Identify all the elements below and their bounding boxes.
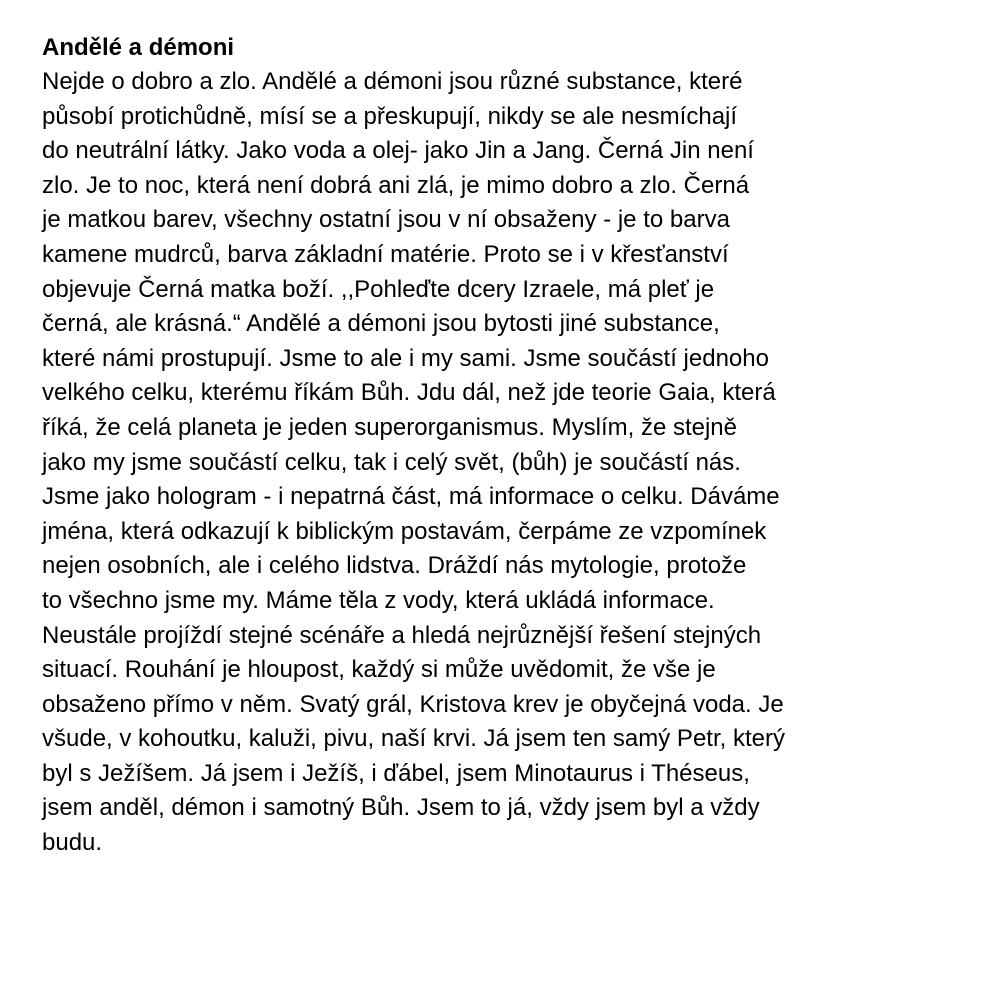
document-body [42,65,982,861]
document-page [42,31,982,861]
text-line: nejen osobních, ale i celého lidstva. Dráždí nás mytologie, protože [42,552,747,580]
text-line: jména, která odkazují k biblickým postavám, čerpáme ze vzpomínek [42,517,767,545]
text-line: všude, v kohoutku, kaluži, pivu, naší krvi. Já jsem ten samý Petr, který [42,725,785,753]
text-line: kamene mudrců, barva základní matérie. Proto se i v křesťanství [42,240,729,268]
text-line: obsaženo přímo v něm. Svatý grál, Kristova krev je obyčejná voda. Je [42,690,784,718]
text-line: situací. Rouhání je hloupost, každý si může uvědomit, že vše je [42,656,716,684]
text-line: velkého celku, kterému říkám Bůh. Jdu dál, než jde teorie Gaia, která [42,379,776,407]
document-title: Andělé a démoni [42,34,235,61]
text-line: zlo. Je to noc, která není dobrá ani zlá, je mimo dobro a zlo. Černá [42,171,750,199]
text-line: říká, že celá planeta je jeden superorganismus. Myslím, že stejně [42,413,738,441]
text-line: černá, ale krásná.“ Andělé a démoni jsou bytosti jiné substance, [42,310,720,338]
text-line: byl s Ježíšem. Já jsem i Ježíš, i ďábel, jsem Minotaurus i Théseus, [42,759,750,787]
text-line: Neustále projíždí stejné scénáře a hledá nejrůznější řešení stejných [42,621,762,649]
text-line: do neutrální látky. Jako voda a olej- jako Jin a Jang. Černá Jin není [42,137,754,165]
text-line: je matkou barev, všechny ostatní jsou v ní obsaženy - je to barva [42,206,730,234]
text-line: které námi prostupují. Jsme to ale i my sami. Jsme součástí jednoho [42,344,769,372]
text-line: Jsme jako hologram - i nepatrná část, má informace o celku. Dáváme [42,483,780,511]
text-line: působí protichůdně, mísí se a přeskupují, nikdy se ale nesmíchají [42,102,738,130]
text-line: objevuje Černá matka boží. ,,Pohleďte dcery Izraele, má pleť je [42,275,715,303]
text-line: to všechno jsme my. Máme těla z vody, která ukládá informace. [42,586,715,614]
text-line: budu. [42,829,103,857]
text-line: jako my jsme součástí celku, tak i celý svět, (bůh) je součástí nás. [42,448,741,476]
text-line: jsem anděl, démon i samotný Bůh. Jsem to já, vždy jsem byl a vždy [42,794,760,822]
text-line: Nejde o dobro a zlo. Andělé a démoni jsou různé substance, které [42,68,743,95]
